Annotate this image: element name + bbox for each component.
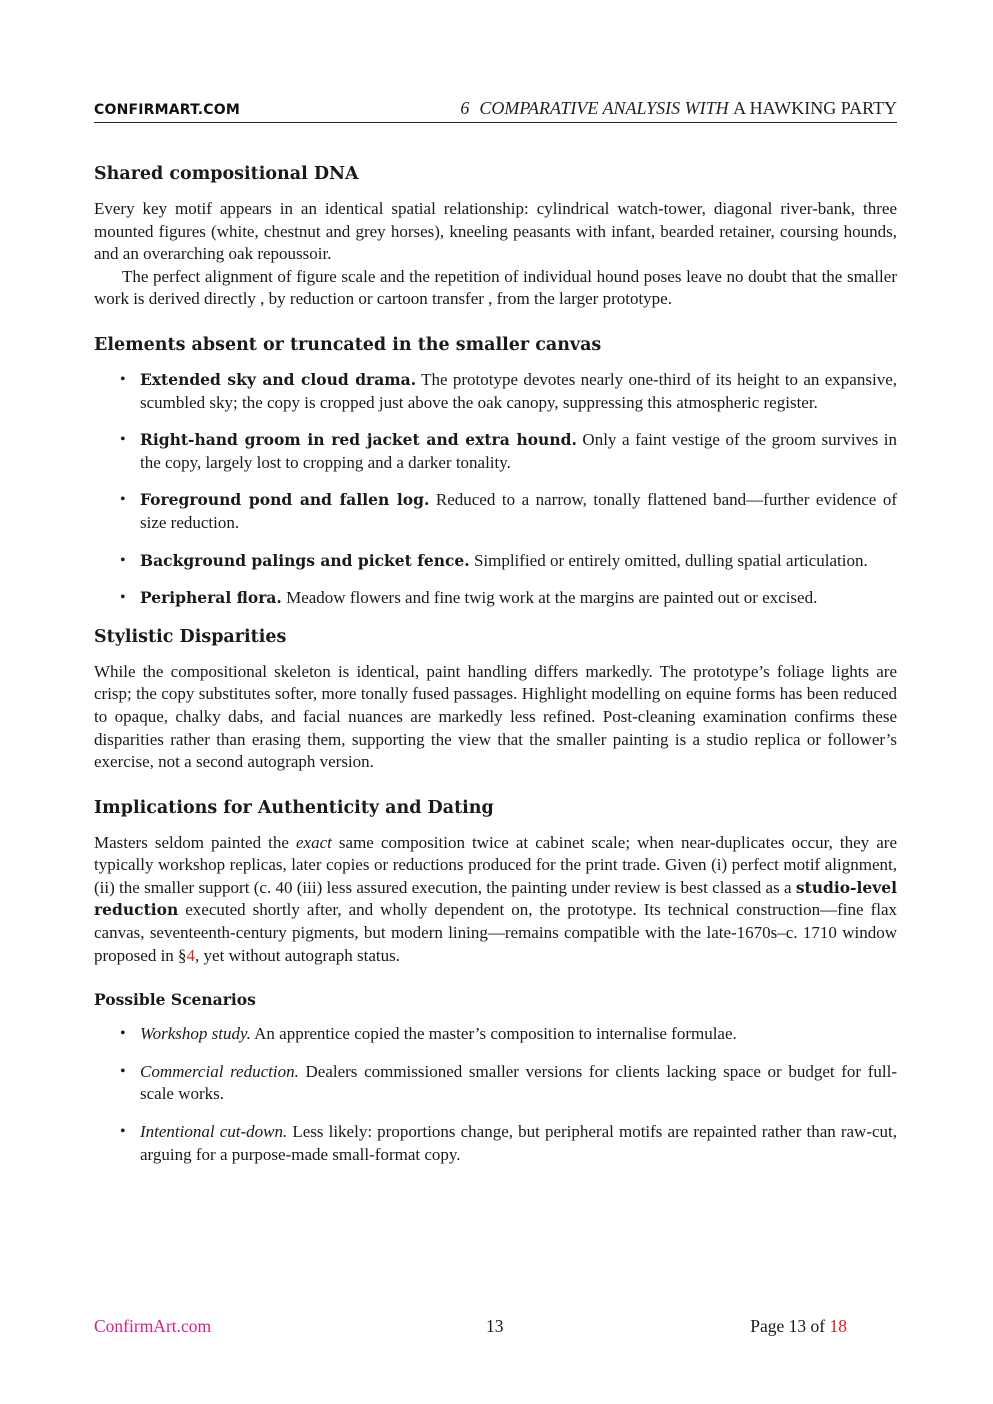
- text-run: Masters seldom painted the: [94, 832, 289, 852]
- strong-text: studio-level reduction: [94, 877, 897, 920]
- list-item-text: Reduced to a narrow, tonally flattened band—further evidence of size reduction.: [140, 490, 897, 532]
- section-number: 6: [460, 98, 470, 118]
- section-reference-link[interactable]: 4: [186, 945, 196, 965]
- list-item-text: Only a faint vestige of the groom survives in the copy, largely lost to cropping and a darker tonality.: [140, 430, 898, 472]
- bullet-list: [94, 1023, 897, 1166]
- list-item: [94, 550, 897, 573]
- subsection-heading: Possible Scenarios: [94, 990, 256, 1010]
- main-content: [94, 162, 897, 1188]
- section-implications: [94, 796, 897, 968]
- page-footer: ConfirmArt.com 13 Page 13 of 18: [94, 1316, 847, 1336]
- total-pages-link[interactable]: 18: [829, 1316, 847, 1336]
- section-heading: Stylistic Disparities: [94, 626, 287, 647]
- running-header: [94, 98, 897, 123]
- section-heading: Shared compositional DNA: [94, 164, 359, 184]
- paragraph: [94, 832, 897, 968]
- list-item-term: Foreground pond and fallen log.: [140, 490, 430, 510]
- footer-site-link[interactable]: ConfirmArt.com: [94, 1316, 212, 1336]
- text-run: same composition twice at cabinet scale; when near-duplicates occur, they are typically workshop replicas, later copies or reductions produced for the print trade. Given (i) perfect motif alignment, (ii) the smaller support (c. 40 (iii) less assured execution, the painting under review is best classed as a: [94, 832, 897, 897]
- section-heading: Elements absent or truncated in the smaller canvas: [94, 334, 602, 355]
- list-item-term: Extended sky and cloud drama.: [140, 369, 417, 389]
- list-item: [94, 429, 897, 474]
- paragraph: While the compositional skeleton is identical, paint handling differs markedly. The prototype’s foliage lights are crisp; the copy substitutes softer, more tonally fused passages. Highlight modelling on equine forms has been reduced to opaque, chalky dabs, and facial nuances are markedly less refined. Post-cleaning examination confirms these disparities rather than erasing them, supporting the view that the smaller painting is a studio replica or follower’s exercise, not a second autograph version.: [94, 661, 897, 772]
- text-run: , yet without autograph status.: [195, 945, 400, 965]
- section-title-upright: A HAWKING PARTY: [733, 98, 897, 118]
- list-item-term: Commercial reduction.: [140, 1061, 299, 1081]
- paragraph: Every key motif appears in an identical spatial relationship: cylindrical watch-tower, diagonal river-bank, three mounted figures (white, chestnut and grey horses), kneeling peasants with infant, bearded retainer, coursing hounds, and an overarching oak repoussoir.: [94, 199, 897, 264]
- list-item-text: Dealers commissioned smaller versions for clients lacking space or budget for full-scale works.: [140, 1061, 897, 1104]
- bullet-list: [94, 369, 897, 610]
- site-logo: CONFIRMART.COM: [94, 102, 241, 118]
- page-label: Page 13 of: [750, 1316, 826, 1336]
- list-item-text: The prototype devotes nearly one-third of its height to an expansive, scumbled sky; the copy is cropped just above the oak canopy, suppressing this atmospheric register.: [140, 369, 897, 412]
- section-absent-elements: [94, 333, 897, 610]
- section-heading: Implications for Authenticity and Dating: [94, 797, 494, 818]
- text-run: executed shortly after, and wholly dependent on, the prototype. Its technical construction—fine flax canvas, seventeenth-century pigments, but modern lining—remains compatible with the late-1670s–c. 1710 window proposed in §: [94, 900, 897, 965]
- list-item-term: Intentional cut-down.: [140, 1122, 288, 1142]
- footer-page-count: [750, 1316, 847, 1337]
- list-item-text: An apprentice copied the master’s composition to internalise formulae.: [254, 1024, 737, 1044]
- list-item-term: Background palings and picket fence.: [140, 550, 470, 570]
- list-item: [94, 489, 897, 534]
- section-title-italic: COMPARATIVE ANALYSIS WITH: [479, 98, 729, 118]
- running-section-title: [460, 98, 897, 119]
- list-item: [94, 369, 897, 414]
- list-item: [94, 1061, 897, 1106]
- list-item-text: Meadow flowers and fine twig work at the margins are painted out or excised.: [286, 588, 818, 608]
- list-item: [94, 1121, 897, 1166]
- list-item: [94, 1023, 897, 1046]
- list-item-text: Simplified or entirely omitted, dulling spatial articulation.: [473, 550, 868, 570]
- section-stylistic: [94, 625, 897, 774]
- section-shared: [94, 162, 897, 311]
- paragraph: The perfect alignment of figure scale and the repetition of individual hound poses leave no doubt that the smaller work is derived directly , by reduction or cartoon transfer , from the larger prototype.: [94, 266, 897, 309]
- list-item: [94, 587, 897, 610]
- list-item-term: Right-hand groom in red jacket and extra hound.: [140, 430, 577, 450]
- emphasis: exact: [295, 832, 332, 852]
- list-item-term: Workshop study.: [140, 1024, 251, 1044]
- list-item-term: Peripheral flora.: [140, 588, 282, 608]
- section-scenarios: [94, 989, 897, 1166]
- list-item-text: Less likely: proportions change, but peripheral motifs are repainted rather than raw-cut, arguing for a purpose-made small-format copy.: [140, 1122, 898, 1164]
